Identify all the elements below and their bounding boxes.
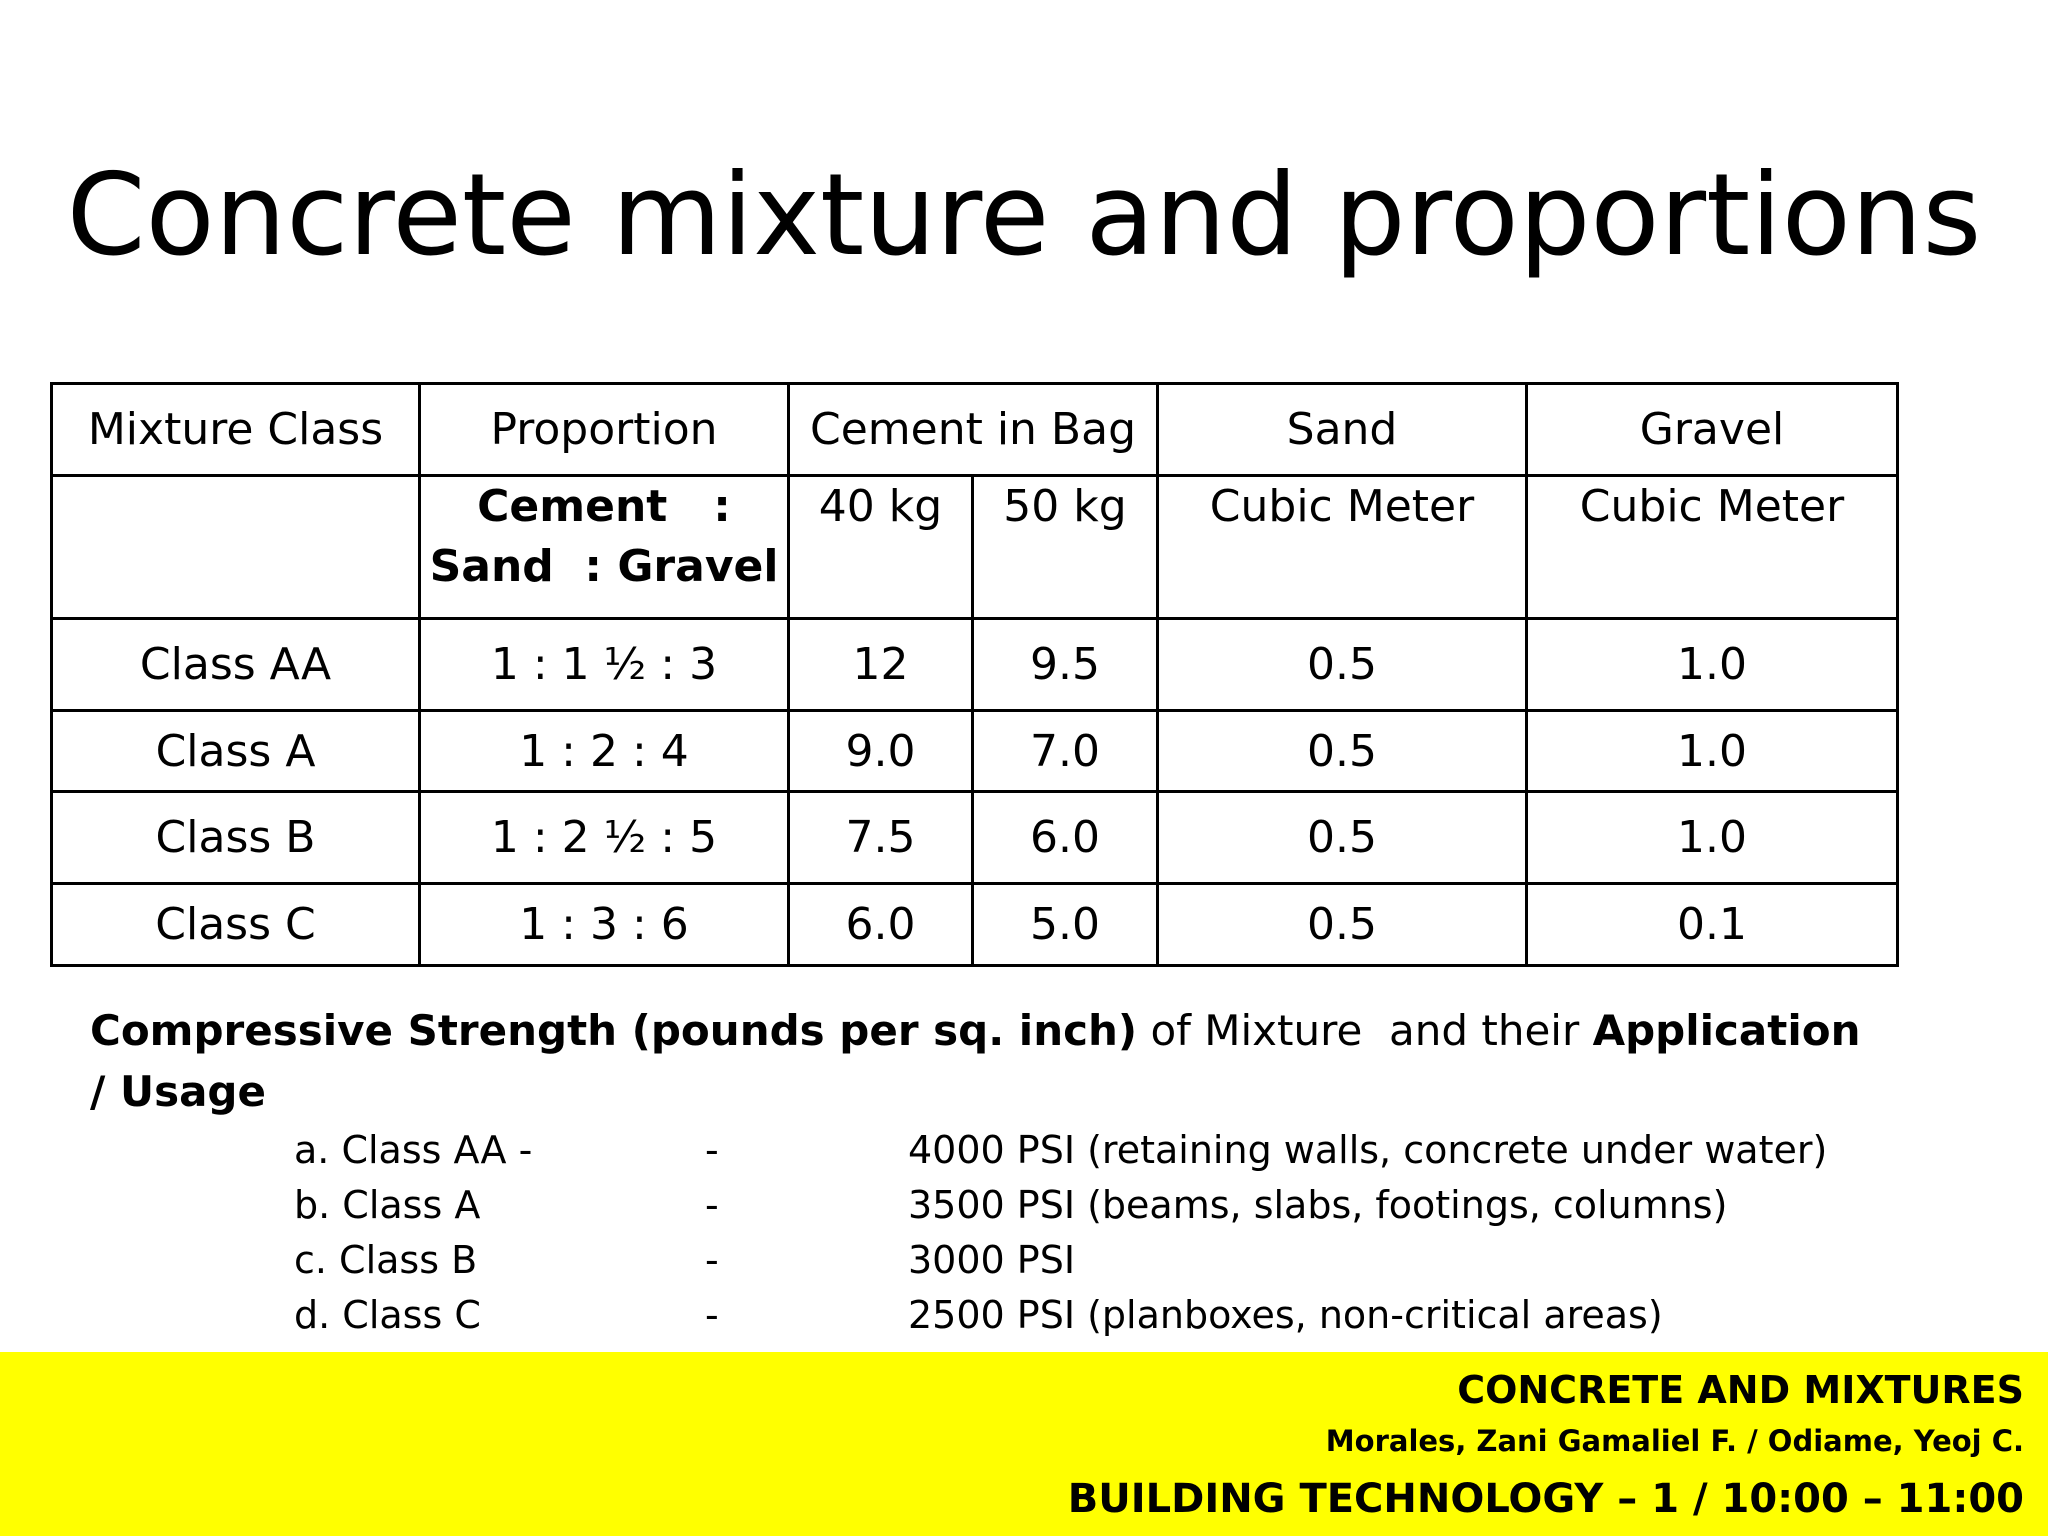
cell-proportion: 1 : 1 ½ : 3 [420,619,789,711]
strength-dash: - [705,1183,719,1227]
strength-class: c. Class B [294,1238,478,1282]
cell-gravel: 1.0 [1527,792,1898,884]
cell-gravel: 1.0 [1527,619,1898,711]
strength-dash: - [705,1128,719,1172]
table-row [52,711,1898,792]
table-header-row [52,384,1898,476]
cell-proportion: 1 : 2 ½ : 5 [420,792,789,884]
cell-50kg: 7.0 [973,711,1158,792]
list-item [0,1183,2048,1238]
strength-description: 2500 PSI (planboxes, non-critical areas) [908,1293,1663,1337]
cell-proportion: 1 : 2 : 4 [420,711,789,792]
cell-class: Class C [52,884,420,966]
subheader-proportion-line2: Sand : Gravel [429,541,779,592]
header-sand: Sand [1158,384,1527,476]
list-item [0,1238,2048,1293]
subheader-proportion [420,476,789,619]
cell-class: Class B [52,792,420,884]
cell-sand: 0.5 [1158,884,1527,966]
header-cement-in-bag: Cement in Bag [789,384,1158,476]
strength-class: b. Class A [294,1183,481,1227]
subheader-gravel-unit: Cubic Meter [1527,476,1898,619]
strength-description: 3500 PSI (beams, slabs, footings, columns) [908,1183,1728,1227]
strength-heading-application: Application / Usage [90,1006,1861,1116]
header-mixture-class: Mixture Class [52,384,420,476]
cell-50kg: 5.0 [973,884,1158,966]
strength-class: d. Class C [294,1293,481,1337]
table-row [52,792,1898,884]
strength-description: 4000 PSI (retaining walls, concrete under water) [908,1128,1828,1172]
list-item [0,1128,2048,1183]
cell-gravel: 0.1 [1527,884,1898,966]
subheader-proportion-line1: Cement : [477,481,731,532]
footer-course: BUILDING TECHNOLOGY – 1 / 10:00 – 11:00 [1067,1476,2024,1522]
cell-40kg: 12 [789,619,973,711]
table-subheader-row [52,476,1898,619]
footer-authors: Morales, Zani Gamaliel F. / Odiame, Yeoj C. [1325,1424,2024,1458]
cell-class: Class AA [52,619,420,711]
strength-heading-bold: Compressive Strength (pounds per sq. inch) [90,1006,1138,1055]
slide-title: Concrete mixture and proportions [66,149,1982,281]
table-row [52,884,1898,966]
strength-list [0,1128,2048,1348]
header-gravel: Gravel [1527,384,1898,476]
cell-40kg: 9.0 [789,711,973,792]
cell-40kg: 6.0 [789,884,973,966]
strength-heading [90,1000,1890,1122]
cell-sand: 0.5 [1158,792,1527,884]
strength-heading-normal: of Mixture and their [1137,1006,1593,1055]
cell-sand: 0.5 [1158,711,1527,792]
strength-dash: - [705,1238,719,1282]
footer-banner [0,1352,2048,1536]
header-proportion: Proportion [420,384,789,476]
subheader-40kg: 40 kg [789,476,973,619]
mixture-table [50,382,1899,967]
cell-class: Class A [52,711,420,792]
subheader-sand-unit: Cubic Meter [1158,476,1527,619]
cell-gravel: 1.0 [1527,711,1898,792]
strength-class: a. Class AA - [294,1128,533,1172]
cell-50kg: 9.5 [973,619,1158,711]
list-item [0,1293,2048,1348]
table-row [52,619,1898,711]
cell-sand: 0.5 [1158,619,1527,711]
strength-description: 3000 PSI [908,1238,1076,1282]
cell-40kg: 7.5 [789,792,973,884]
cell-proportion: 1 : 3 : 6 [420,884,789,966]
strength-dash: - [705,1293,719,1337]
subheader-empty [52,476,420,619]
cell-50kg: 6.0 [973,792,1158,884]
footer-topic: CONCRETE AND MIXTURES [1457,1368,2024,1412]
subheader-50kg: 50 kg [973,476,1158,619]
